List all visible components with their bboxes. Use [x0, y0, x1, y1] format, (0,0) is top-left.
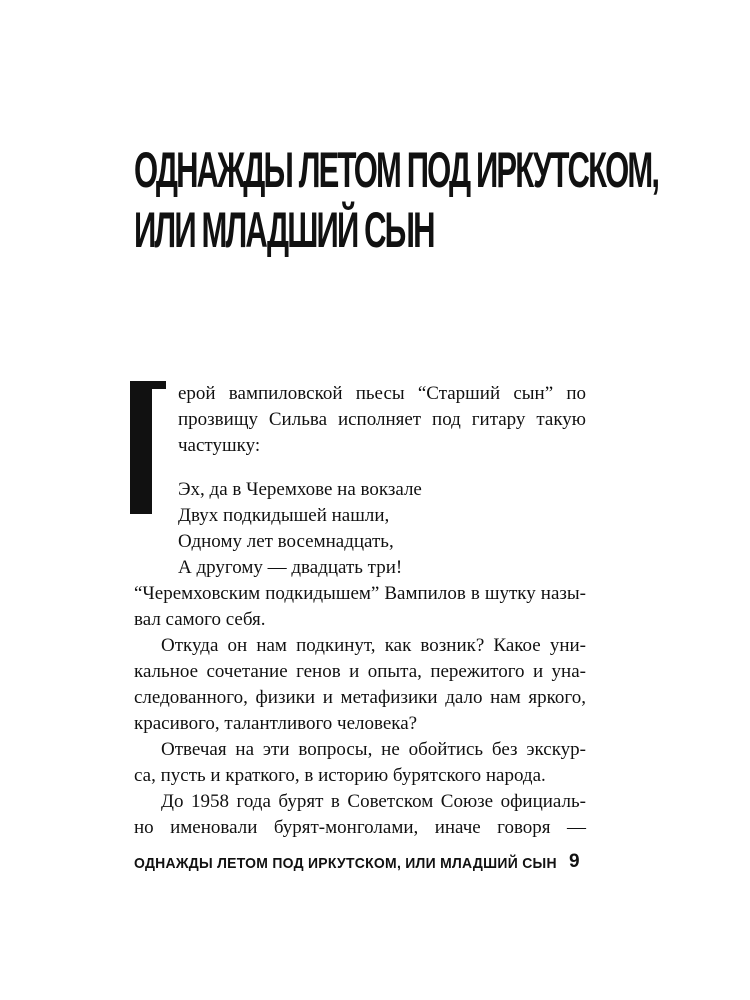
poem-line: Двух подкидышей нашли, — [178, 505, 390, 526]
poem-line: А другому — двадцать три! — [178, 557, 403, 578]
body-line: но именовали бурят-монголами, иначе говоря — — [134, 817, 586, 838]
intro-line: ерой вампиловской пьесы “Старший сын” по — [178, 383, 586, 404]
body-line: “Черемховским подкидышем” Вампилов в шутку назы- — [134, 583, 586, 604]
poem-line: Эх, да в Черемхове на вокзале — [178, 479, 422, 500]
page-number: 9 — [569, 851, 580, 872]
body-line: Отвечая на эти вопросы, не обойтись без экскур- — [161, 739, 586, 760]
body-line: красивого, талантливого человека? — [134, 713, 418, 734]
chapter-title — [134, 140, 659, 260]
body-line: вал самого себя. — [134, 609, 266, 630]
body-text — [134, 581, 586, 841]
drop-cap-letter — [130, 381, 166, 514]
intro-line: частушку: — [178, 435, 261, 456]
body-line: са, пусть и краткого, в историю бурятского народа. — [134, 765, 546, 786]
intro-paragraph — [178, 381, 586, 459]
body-line: следованного, физики и метафизики дало нам яркого, — [134, 687, 586, 708]
poem-quote — [178, 477, 578, 581]
body-line: Откуда он нам подкинут, как возник? Какое уни- — [161, 635, 586, 656]
body-line: кальное сочетание генов и опыта, пережитого и уна- — [134, 661, 586, 682]
running-head: ОДНАЖДЫ ЛЕТОМ ПОД ИРКУТСКОМ, ИЛИ МЛАДШИЙ СЫН — [134, 855, 557, 872]
chapter-title-line-2: ИЛИ МЛАДШИЙ СЫН — [134, 202, 434, 258]
chapter-title-line-1: ОДНАЖДЫ ЛЕТОМ ПОД ИРКУТСКОМ, — [134, 142, 659, 198]
body-line: До 1958 года бурят в Советском Союзе официаль- — [161, 791, 586, 812]
poem-line: Одному лет восемнадцать, — [178, 531, 394, 552]
intro-line: прозвищу Сильва исполняет под гитару такую — [178, 409, 586, 430]
